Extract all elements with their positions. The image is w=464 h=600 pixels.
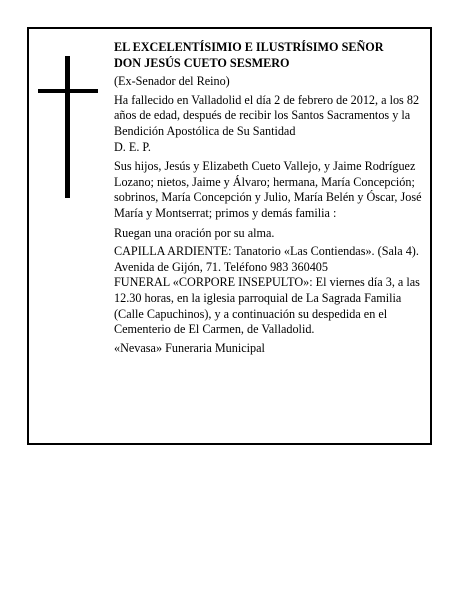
deceased-title: EL EXCELENTÍSIMIO E ILUSTRÍSIMO SEÑOR: [114, 40, 384, 54]
funeral-info: FUNERAL «CORPORE INSEPULTO»: El viernes día 3, a las 12.30 horas, en la iglesia parroquial de La Sagrada Familia (Calle Capuchinos), y a continuación su despedida en el Cementerio de El Carmen, de Valladolid.: [114, 275, 420, 337]
chapel-info: CAPILLA ARDIENTE: Tanatorio «Las Contiendas». (Sala 4). Avenida de Gijón, 71. Teléfono 983 360405: [114, 244, 419, 274]
prayer-request: Ruegan una oración por su alma.: [114, 225, 275, 240]
death-announcement: Ha fallecido en Valladolid el día 2 de febrero de 2012, a los 82 años de edad, después de recibir los Santos Sacramentos y la Bendición Apostólica de Su Santidad: [114, 92, 420, 138]
family-list: Sus hijos, Jesús y Elizabeth Cueto Vallejo, y Jaime Rodríguez Lozano; nietos, Jaime y Álvaro; hermana, María Concepción; sobrinos, María Concepción y Julio, María Belén y Óscar, José María y Montserrat; primos y demás familia :: [114, 159, 422, 220]
rip-abbreviation: D. E. P.: [114, 139, 151, 154]
deceased-name: DON JESÚS CUETO SESMERO: [114, 55, 290, 70]
deceased-subtitle: (Ex-Senador del Reino): [114, 74, 230, 89]
cross-icon: [38, 56, 98, 198]
funeral-home: «Nevasa» Funeraria Municipal: [114, 340, 265, 355]
cross-vertical-bar: [65, 56, 70, 198]
obituary-text: [114, 40, 426, 356]
cross-horizontal-bar: [38, 89, 98, 93]
